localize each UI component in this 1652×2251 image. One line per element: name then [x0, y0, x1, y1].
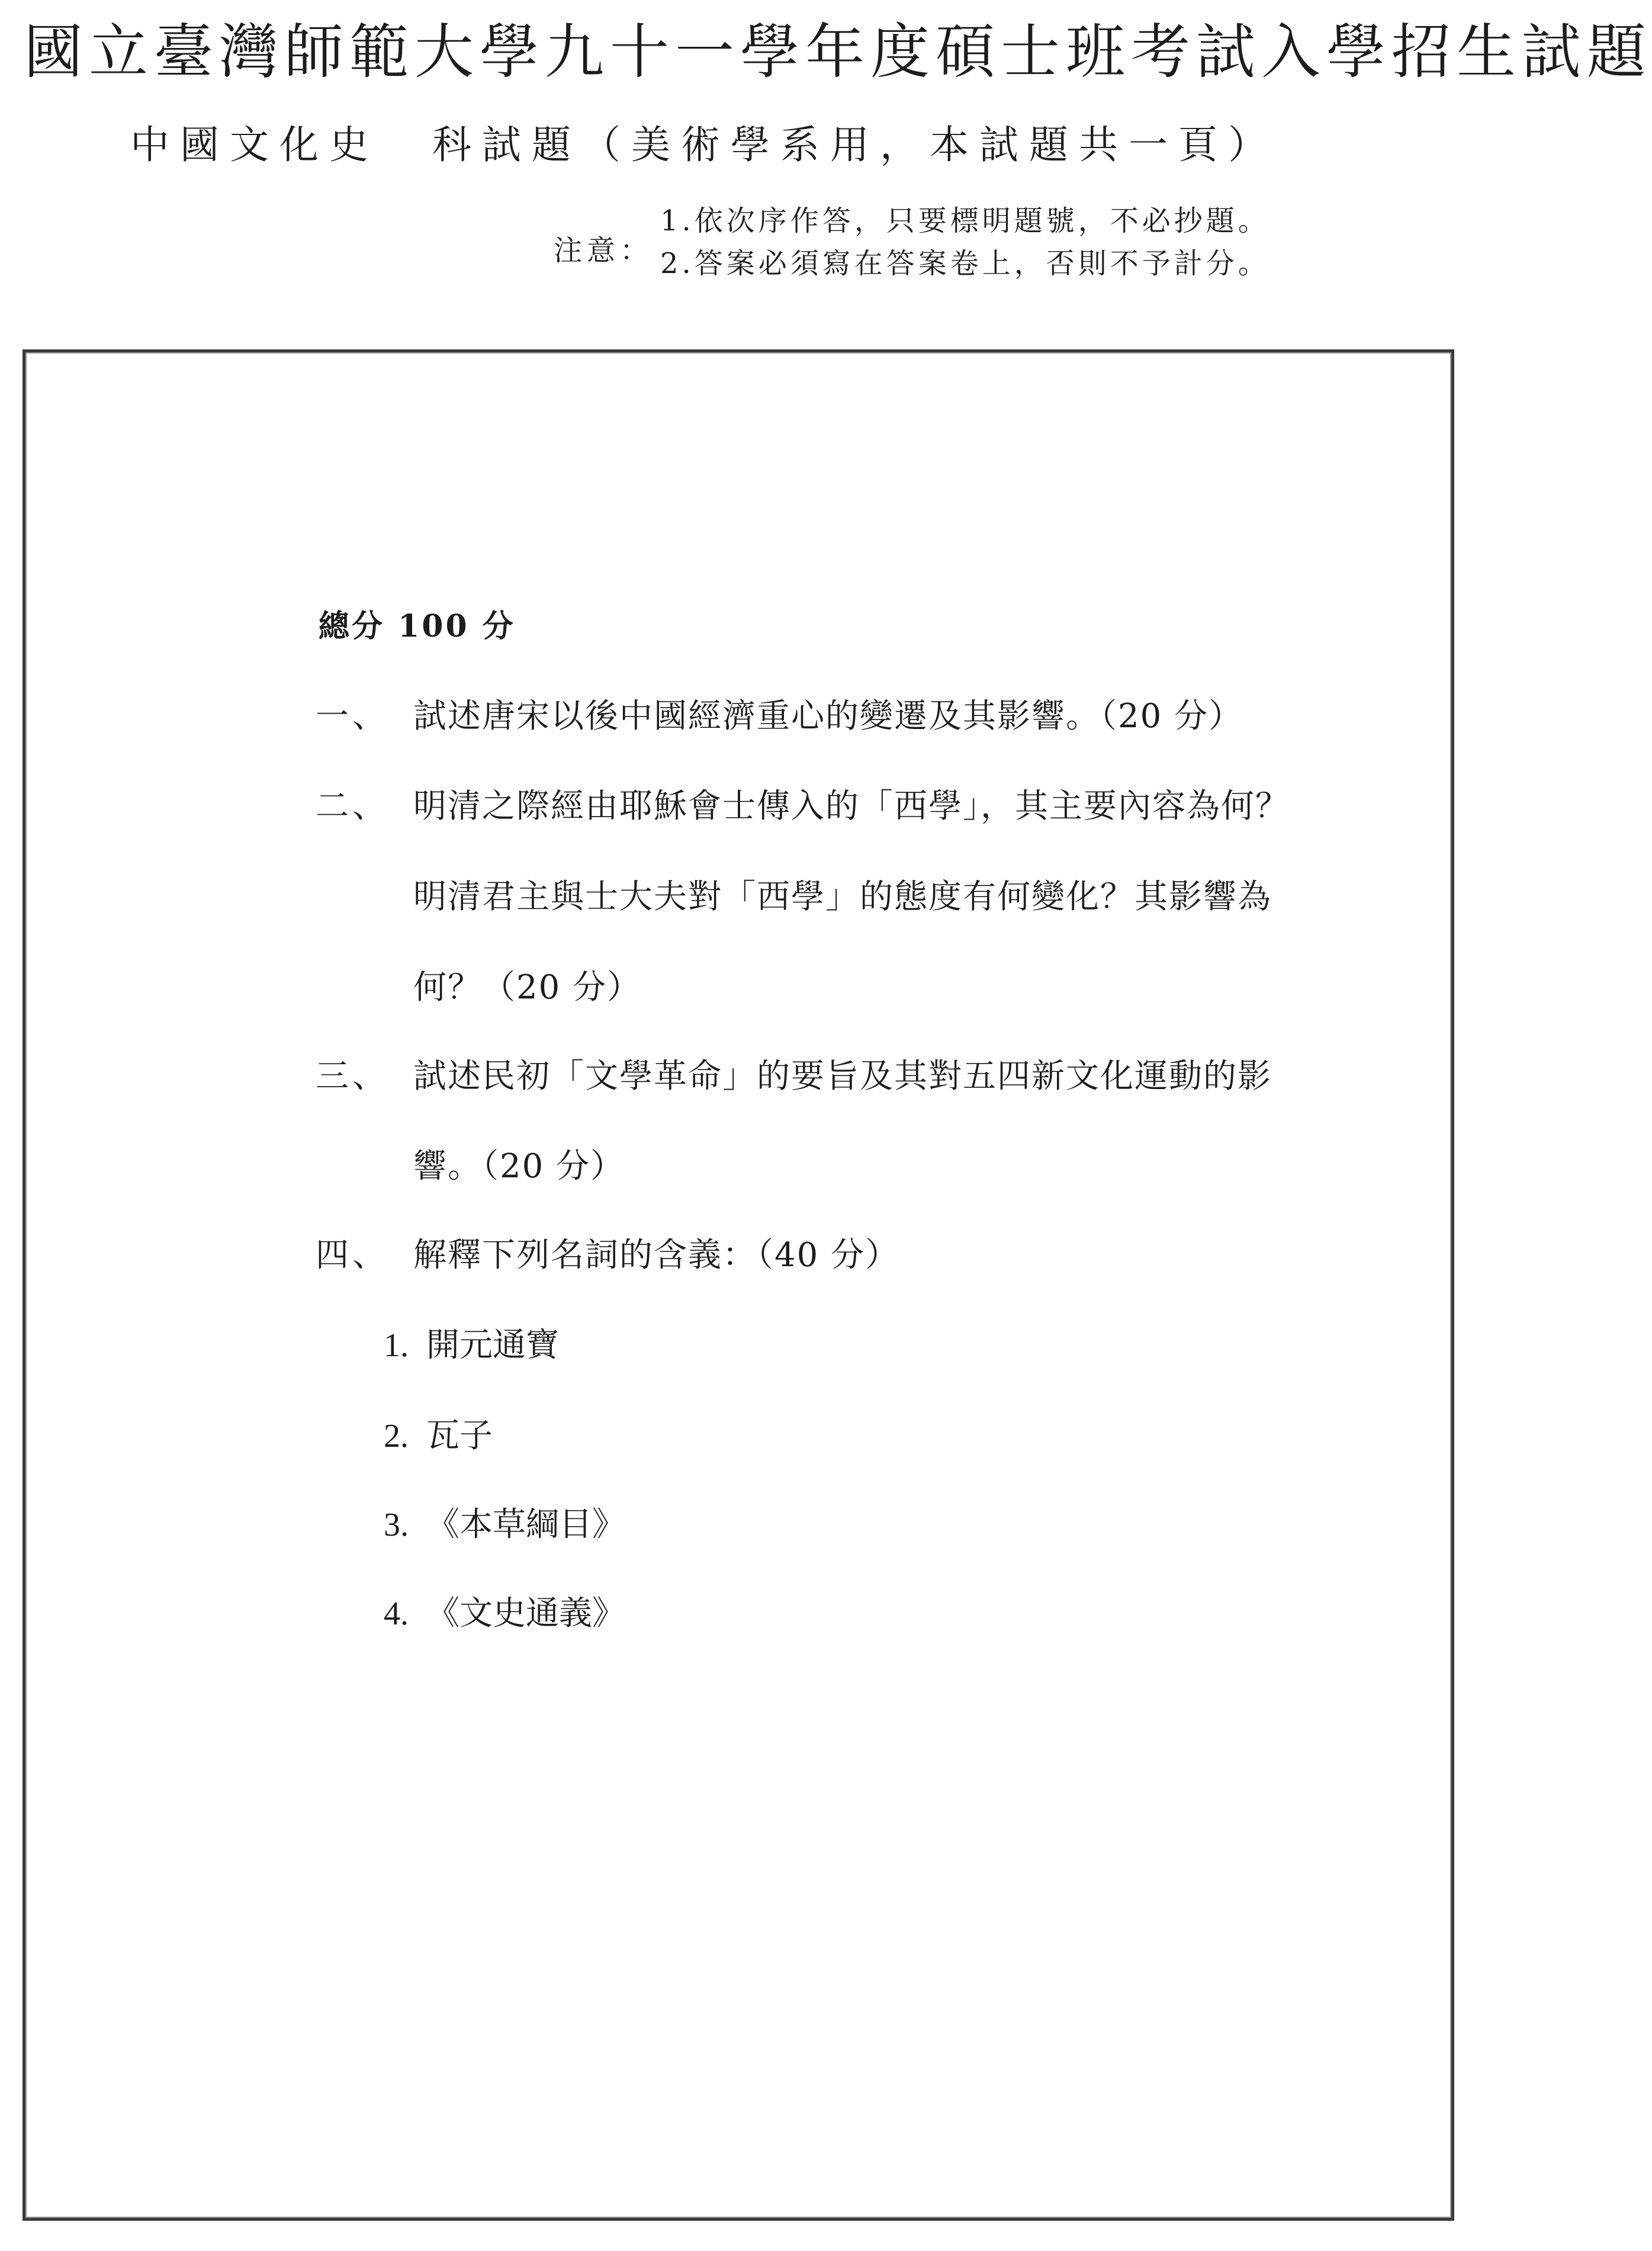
- subject-line: [130, 121, 1278, 168]
- question-line: 響。（20 分）: [413, 1147, 625, 1186]
- total-score: 總分 100 分: [319, 608, 516, 644]
- question-line: 解釋下列名詞的含義：（40 分）: [413, 1236, 900, 1274]
- subject-note: 科試題（美術學系用，本試題共一頁）: [432, 122, 1278, 168]
- term-number: 3.: [384, 1507, 409, 1543]
- term-item: [384, 1587, 625, 1635]
- exam-content: [25, 352, 1451, 2218]
- term-text: 《文史通義》: [426, 1594, 625, 1633]
- notice-items: [660, 204, 1270, 289]
- question-line: 何？（20 分）: [413, 968, 642, 1007]
- term-text: 瓦子: [426, 1417, 493, 1455]
- notice-item: 1.依次序作答，只要標明題號，不必抄題。: [660, 204, 1270, 237]
- term-number: 1.: [384, 1327, 409, 1364]
- question-line: 試述唐宋以後中國經濟重心的變遷及其影響。（20 分）: [413, 697, 1243, 736]
- term-number: 2.: [384, 1418, 409, 1454]
- term-text: 開元通寶: [426, 1326, 559, 1364]
- subject-name: 中國文化史: [130, 122, 379, 168]
- page-title: 國立臺灣師範大學九十一學年度碩士班考試入學招生試題: [24, 17, 1652, 86]
- question-line: 明清之際經由耶穌會士傳入的「西學」，其主要內容為何？: [413, 787, 1290, 826]
- term-number: 4.: [384, 1595, 409, 1632]
- question-line: 明清君主與士大夫對「西學」的態度有何變化？其影響為: [413, 878, 1272, 916]
- question-number: 二、: [316, 787, 389, 826]
- question-number: 三、: [316, 1057, 389, 1096]
- term-text: 《本草綱目》: [426, 1505, 625, 1544]
- term-item: [384, 1498, 625, 1546]
- exam-box: [23, 349, 1454, 2221]
- term-item: [384, 1319, 559, 1366]
- question-number: 四、: [316, 1236, 389, 1274]
- notice-item: 2.答案必須寫在答案卷上，否則不予計分。: [660, 246, 1270, 280]
- term-item: [384, 1409, 493, 1457]
- question-number: 一、: [316, 697, 389, 736]
- notice-label: 注意：: [554, 234, 654, 267]
- question-line: 試述民初「文學革命」的要旨及其對五四新文化運動的影: [413, 1057, 1272, 1096]
